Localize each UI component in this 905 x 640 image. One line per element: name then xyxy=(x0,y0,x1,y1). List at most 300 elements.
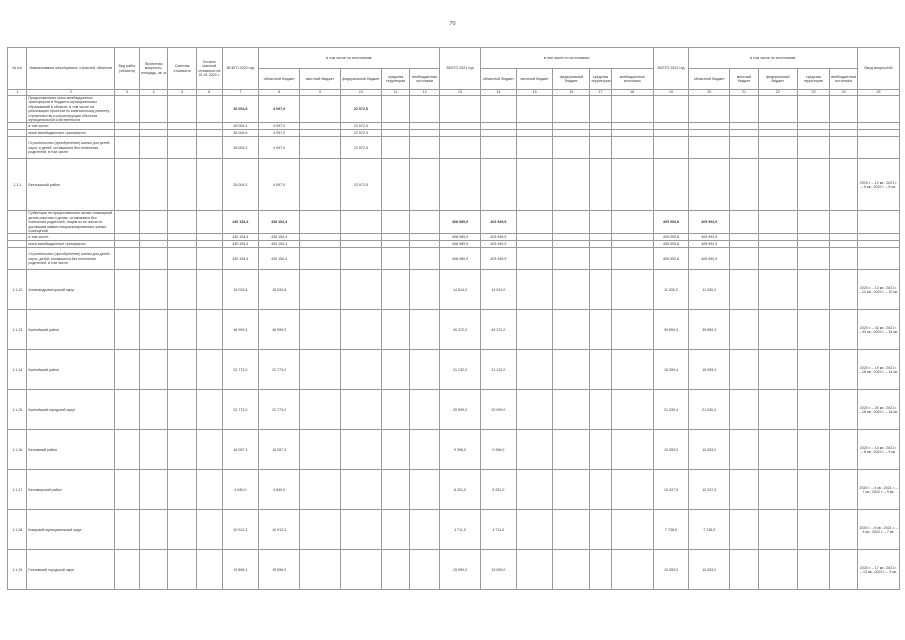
row-capacity xyxy=(139,96,168,123)
row-federal-2021 xyxy=(553,430,590,470)
row-capacity xyxy=(139,137,168,159)
row-territory-2022 xyxy=(797,270,830,310)
row-territory-2022 xyxy=(797,241,830,248)
row-total-2020: 430 154,4 xyxy=(222,248,259,270)
row-name: Бектышский район xyxy=(27,159,115,211)
header-type: Вид работ (объекта) xyxy=(115,48,140,90)
table-row xyxy=(8,96,900,123)
row-federal-2020: 22 972,5 xyxy=(340,137,381,159)
row-territory-2022 xyxy=(797,390,830,430)
row-balance xyxy=(196,96,222,123)
row-territory-2021 xyxy=(590,159,611,211)
row-local-2021 xyxy=(516,510,553,550)
row-estimate xyxy=(168,310,197,350)
row-extra-2020 xyxy=(410,550,440,590)
column-number: 18 xyxy=(611,90,653,96)
row-extra-2021 xyxy=(611,350,653,390)
row-local-2022 xyxy=(730,96,759,123)
row-extra-2020 xyxy=(410,390,440,430)
header-sub: местный бюджет xyxy=(300,69,341,90)
row-oblast-2021: 21 132,0 xyxy=(480,350,516,390)
row-local-2020 xyxy=(300,159,341,211)
row-number xyxy=(8,130,27,137)
row-total-2022: 405 993,8 xyxy=(653,248,689,270)
row-oblast-2020: 430 154,4 xyxy=(259,248,300,270)
row-federal-2022 xyxy=(758,550,797,590)
row-local-2022 xyxy=(730,310,759,350)
column-number: 17 xyxy=(590,90,611,96)
row-estimate xyxy=(168,430,197,470)
row-extra-2022 xyxy=(830,310,858,350)
row-extra-2021 xyxy=(611,310,653,350)
row-local-2021 xyxy=(516,248,553,270)
row-extra-2021 xyxy=(611,130,653,137)
row-capacity xyxy=(139,350,168,390)
row-federal-2022 xyxy=(758,470,797,510)
row-federal-2022 xyxy=(758,350,797,390)
row-type xyxy=(115,241,140,248)
row-total-2022 xyxy=(653,130,689,137)
row-result xyxy=(857,123,899,130)
row-oblast-2021: 403 949,9 xyxy=(480,241,516,248)
row-balance xyxy=(196,159,222,211)
row-federal-2020: 22 972,5 xyxy=(340,123,381,130)
row-result xyxy=(857,234,899,241)
row-territory-2021 xyxy=(590,248,611,270)
row-territory-2020 xyxy=(381,241,410,248)
row-total-2020: 10 912,3 xyxy=(222,510,259,550)
row-total-2021 xyxy=(440,123,481,130)
row-type xyxy=(115,137,140,159)
row-extra-2020 xyxy=(410,234,440,241)
row-balance xyxy=(196,248,222,270)
row-name: Строительство (приобретение) жилья для детей-сирот и детей, оставшихся без попечения родителей, в том числе: xyxy=(27,137,115,159)
table-row xyxy=(8,550,900,590)
row-territory-2021 xyxy=(590,470,611,510)
row-balance xyxy=(196,234,222,241)
row-oblast-2022: 10 053,0 xyxy=(689,550,730,590)
row-oblast-2021 xyxy=(480,123,516,130)
table-row xyxy=(8,390,900,430)
column-number: 15 xyxy=(516,90,553,96)
row-extra-2022 xyxy=(830,430,858,470)
row-name: Кимрский муниципальный округ xyxy=(27,510,115,550)
row-federal-2020 xyxy=(340,234,381,241)
row-total-2020: 19 896,3 xyxy=(222,550,259,590)
row-estimate xyxy=(168,96,197,123)
row-oblast-2021: 4 711,0 xyxy=(480,510,516,550)
table-row xyxy=(8,270,900,310)
row-oblast-2020: 4 840,0 xyxy=(259,470,300,510)
row-territory-2020 xyxy=(381,159,410,211)
row-extra-2022 xyxy=(830,137,858,159)
row-federal-2020 xyxy=(340,390,381,430)
row-oblast-2020: 22 773,0 xyxy=(259,350,300,390)
row-extra-2020 xyxy=(410,470,440,510)
table-row xyxy=(8,159,900,211)
row-total-2022 xyxy=(653,123,689,130)
row-capacity xyxy=(139,248,168,270)
row-territory-2022 xyxy=(797,123,830,130)
row-federal-2022 xyxy=(758,510,797,550)
row-balance xyxy=(196,430,222,470)
row-local-2020 xyxy=(300,241,341,248)
row-total-2020: 36 004,8 xyxy=(222,130,259,137)
row-territory-2020 xyxy=(381,470,410,510)
row-estimate xyxy=(168,470,197,510)
row-local-2021 xyxy=(516,470,553,510)
row-result: 2020 г. – 4 кв.; 2021 г. – 7 кв.; 2022 г. – 9 кв. xyxy=(857,470,899,510)
column-number: 19 xyxy=(653,90,689,96)
table-row xyxy=(8,248,900,270)
table-row xyxy=(8,350,900,390)
row-federal-2022 xyxy=(758,241,797,248)
row-territory-2020 xyxy=(381,430,410,470)
header-name: Наименование мероприятия, отраслей, объектов xyxy=(27,48,115,90)
row-territory-2022 xyxy=(797,130,830,137)
row-extra-2022 xyxy=(830,96,858,123)
row-federal-2022 xyxy=(758,310,797,350)
row-local-2022 xyxy=(730,248,759,270)
header-total-2020: ВСЕГО 2020 год xyxy=(222,48,259,90)
row-extra-2021 xyxy=(611,550,653,590)
column-number: 11 xyxy=(381,90,410,96)
row-balance xyxy=(196,310,222,350)
row-territory-2020 xyxy=(381,137,410,159)
row-result: 2020 г. – 20 кв.; 2021 г. – 18 кв.; 2022 г. – 18 кв. xyxy=(857,390,899,430)
row-local-2021 xyxy=(516,130,553,137)
header-group-2022: в том числе по источникам: xyxy=(689,48,858,69)
row-local-2022 xyxy=(730,241,759,248)
row-local-2021 xyxy=(516,390,553,430)
row-federal-2022 xyxy=(758,211,797,234)
header-sub: местный бюджет xyxy=(730,69,759,90)
row-federal-2020 xyxy=(340,211,381,234)
row-local-2021 xyxy=(516,159,553,211)
row-extra-2020 xyxy=(410,96,440,123)
row-oblast-2020: 430 154,4 xyxy=(259,211,300,234)
row-local-2021 xyxy=(516,241,553,248)
row-extra-2020 xyxy=(410,123,440,130)
row-capacity xyxy=(139,510,168,550)
column-number: 10 xyxy=(340,90,381,96)
row-total-2022: 16 059,4 xyxy=(653,350,689,390)
row-territory-2020 xyxy=(381,390,410,430)
row-territory-2021 xyxy=(590,137,611,159)
column-number: 20 xyxy=(689,90,730,96)
row-result xyxy=(857,241,899,248)
row-extra-2022 xyxy=(830,159,858,211)
header-sub: областной бюджет xyxy=(480,69,516,90)
row-federal-2022 xyxy=(758,123,797,130)
column-number: 25 xyxy=(857,90,899,96)
row-estimate xyxy=(168,123,197,130)
row-balance xyxy=(196,137,222,159)
row-oblast-2021: 20 999,0 xyxy=(480,390,516,430)
row-result: 2020 г. – 14 кв.; 2021 г. – 8 кв.; 2022 г. – 9 кв. xyxy=(857,430,899,470)
row-total-2022: 405 993,8 xyxy=(653,241,689,248)
row-local-2020 xyxy=(300,211,341,234)
row-total-2021: 408 989,9 xyxy=(440,211,481,234)
row-name: Субвенции на предоставление жилых помещений детям-сиротам и детям, оставшимся без попечения родителей, лицам из их числа по договорам найма специализированных жилых помещений xyxy=(27,211,115,234)
column-number: 12 xyxy=(410,90,440,96)
row-territory-2021 xyxy=(590,550,611,590)
row-territory-2020 xyxy=(381,211,410,234)
row-territory-2022 xyxy=(797,96,830,123)
header-sub: внебюджетные источники xyxy=(830,69,858,90)
row-federal-2020 xyxy=(340,510,381,550)
header-sub: средства территории xyxy=(797,69,830,90)
row-oblast-2022: 16 059,4 xyxy=(689,350,730,390)
row-oblast-2022: 405 992,9 xyxy=(689,234,730,241)
row-total-2020: 15 033,8 xyxy=(222,270,259,310)
column-number: 13 xyxy=(440,90,481,96)
row-estimate xyxy=(168,211,197,234)
row-local-2020 xyxy=(300,137,341,159)
row-total-2020: 28 004,3 xyxy=(222,123,259,130)
row-total-2020: 4 840,0 xyxy=(222,470,259,510)
row-oblast-2021: 14 514,0 xyxy=(480,270,516,310)
row-oblast-2022 xyxy=(689,130,730,137)
row-extra-2020 xyxy=(410,430,440,470)
row-oblast-2021: 49 372,0 xyxy=(480,310,516,350)
row-federal-2020 xyxy=(340,241,381,248)
row-type xyxy=(115,234,140,241)
table-row xyxy=(8,137,900,159)
row-total-2020: 28 004,3 xyxy=(222,137,259,159)
row-oblast-2022: 11 530,2 xyxy=(689,270,730,310)
row-territory-2020 xyxy=(381,130,410,137)
row-federal-2022 xyxy=(758,248,797,270)
row-total-2020: 430 154,4 xyxy=(222,234,259,241)
row-territory-2020 xyxy=(381,550,410,590)
row-type xyxy=(115,96,140,123)
row-extra-2021 xyxy=(611,123,653,130)
row-result xyxy=(857,248,899,270)
row-territory-2020 xyxy=(381,234,410,241)
row-federal-2020 xyxy=(340,350,381,390)
row-result: 2020 г. – 17 кв.; 2021 г. – 13 кв.; 2022 г. – 9 кв. xyxy=(857,550,899,590)
row-extra-2020 xyxy=(410,510,440,550)
table-row xyxy=(8,510,900,550)
row-local-2022 xyxy=(730,211,759,234)
header-balance: Остаток сметной стоимости на 01.01.2020 г. xyxy=(196,48,222,90)
row-number xyxy=(8,234,27,241)
row-type xyxy=(115,350,140,390)
row-oblast-2021: 8 251,0 xyxy=(480,470,516,510)
row-extra-2021 xyxy=(611,430,653,470)
row-local-2021 xyxy=(516,550,553,590)
row-total-2022: 405 993,8 xyxy=(653,211,689,234)
row-oblast-2022: 405 992,9 xyxy=(689,211,730,234)
header-sub: федеральный бюджет xyxy=(340,69,381,90)
column-number: 21 xyxy=(730,90,759,96)
column-number: 22 xyxy=(758,90,797,96)
row-local-2022 xyxy=(730,350,759,390)
header-sub: местный бюджет xyxy=(516,69,553,90)
row-capacity xyxy=(139,310,168,350)
row-type xyxy=(115,470,140,510)
row-territory-2021 xyxy=(590,510,611,550)
row-local-2022 xyxy=(730,137,759,159)
row-total-2020: 28 004,3 xyxy=(222,159,259,211)
row-total-2022: 405 993,8 xyxy=(653,234,689,241)
row-local-2020 xyxy=(300,248,341,270)
row-result: 2020 г. – 9 кв.; 2021 г. – 4 кв.; 2022 г. – 7 кв. xyxy=(857,510,899,550)
row-oblast-2020: 16 057,3 xyxy=(259,430,300,470)
row-extra-2022 xyxy=(830,248,858,270)
row-local-2021 xyxy=(516,96,553,123)
row-name: Александровогорский округ xyxy=(27,270,115,310)
row-oblast-2020: 19 896,3 xyxy=(259,550,300,590)
row-extra-2021 xyxy=(611,211,653,234)
row-federal-2021 xyxy=(553,310,590,350)
row-number: 1.1.15 xyxy=(8,390,27,430)
row-name: Глазовский городской округ xyxy=(27,550,115,590)
row-oblast-2021: 403 949,9 xyxy=(480,211,516,234)
row-total-2022 xyxy=(653,96,689,123)
header-result: Ввод мощностей xyxy=(857,48,899,90)
row-extra-2022 xyxy=(830,123,858,130)
row-extra-2021 xyxy=(611,234,653,241)
row-local-2020 xyxy=(300,470,341,510)
header-sub: федеральный бюджет xyxy=(553,69,590,90)
row-territory-2021 xyxy=(590,234,611,241)
row-federal-2021 xyxy=(553,123,590,130)
header-sub: федеральный бюджет xyxy=(758,69,797,90)
row-oblast-2022: 7 738,5 xyxy=(689,510,730,550)
row-extra-2020 xyxy=(410,248,440,270)
row-local-2021 xyxy=(516,310,553,350)
row-balance xyxy=(196,390,222,430)
row-capacity xyxy=(139,234,168,241)
row-local-2021 xyxy=(516,123,553,130)
row-extra-2022 xyxy=(830,470,858,510)
row-estimate xyxy=(168,390,197,430)
column-number: 2 xyxy=(27,90,115,96)
row-federal-2021 xyxy=(553,390,590,430)
row-name: Балтийский городской округ xyxy=(27,390,115,430)
row-federal-2022 xyxy=(758,137,797,159)
row-total-2021: 408 989,9 xyxy=(440,234,481,241)
page-number: 70 xyxy=(449,21,456,27)
row-local-2020 xyxy=(300,123,341,130)
row-extra-2021 xyxy=(611,510,653,550)
row-local-2022 xyxy=(730,130,759,137)
row-balance xyxy=(196,470,222,510)
row-balance xyxy=(196,350,222,390)
row-extra-2020 xyxy=(410,211,440,234)
row-result: 2020 г. – 42 кв.; 2021 г. – 43 кв.; 2022 г. – 34 кв. xyxy=(857,310,899,350)
budget-table xyxy=(7,47,900,590)
row-federal-2020 xyxy=(340,310,381,350)
header-row-1 xyxy=(8,48,900,69)
row-local-2022 xyxy=(730,270,759,310)
row-federal-2021 xyxy=(553,270,590,310)
row-type xyxy=(115,211,140,234)
row-result: 2020 г. – 19 кв.; 2021 г. – 18 кв.; 2022 г. – 14 кв. xyxy=(857,350,899,390)
row-total-2022: 11 530,2 xyxy=(653,270,689,310)
row-total-2022: 39 659,3 xyxy=(653,310,689,350)
row-name: Строительство (приобретение) жилья для детей-сирот, детей, оставшихся без попечения родителей, в том числе: xyxy=(27,248,115,270)
row-local-2022 xyxy=(730,430,759,470)
row-capacity xyxy=(139,130,168,137)
row-territory-2021 xyxy=(590,123,611,130)
row-total-2021: 15 059,0 xyxy=(440,550,481,590)
row-total-2021: 49 372,0 xyxy=(440,310,481,350)
row-extra-2022 xyxy=(830,270,858,310)
row-federal-2020: 22 972,5 xyxy=(340,96,381,123)
header-sub: областной бюджет xyxy=(259,69,300,90)
row-balance xyxy=(196,130,222,137)
row-estimate xyxy=(168,550,197,590)
row-oblast-2022: 21 030,4 xyxy=(689,390,730,430)
row-oblast-2021: 15 059,0 xyxy=(480,550,516,590)
row-number: 1.1.13 xyxy=(8,310,27,350)
row-extra-2021 xyxy=(611,137,653,159)
row-territory-2022 xyxy=(797,137,830,159)
row-territory-2022 xyxy=(797,550,830,590)
row-oblast-2020: 430 154,4 xyxy=(259,234,300,241)
header-total-2022: ВСЕГО 2022 год xyxy=(653,48,689,90)
row-federal-2021 xyxy=(553,234,590,241)
row-number: 1.1.18 xyxy=(8,510,27,550)
table-row xyxy=(8,470,900,510)
row-total-2021 xyxy=(440,159,481,211)
row-federal-2020 xyxy=(340,270,381,310)
row-local-2021 xyxy=(516,270,553,310)
header-sub: внебюджетные источники xyxy=(410,69,440,90)
header-capacity: Проектная мощность, площадь, кв. м xyxy=(139,48,168,90)
row-oblast-2022 xyxy=(689,159,730,211)
row-local-2020 xyxy=(300,130,341,137)
row-local-2021 xyxy=(516,137,553,159)
row-oblast-2020: 4 097,0 xyxy=(259,130,300,137)
row-extra-2022 xyxy=(830,241,858,248)
row-territory-2022 xyxy=(797,159,830,211)
row-number: 1.1.19 xyxy=(8,550,27,590)
row-local-2020 xyxy=(300,270,341,310)
row-total-2020: 16 057,3 xyxy=(222,430,259,470)
row-result xyxy=(857,211,899,234)
row-balance xyxy=(196,550,222,590)
row-oblast-2022: 10 053,0 xyxy=(689,430,730,470)
row-federal-2021 xyxy=(553,159,590,211)
row-number xyxy=(8,248,27,270)
row-oblast-2022: 39 659,3 xyxy=(689,310,730,350)
row-total-2021: 14 514,0 xyxy=(440,270,481,310)
row-oblast-2020: 4 097,0 xyxy=(259,159,300,211)
row-federal-2021 xyxy=(553,510,590,550)
header-num: № п/п xyxy=(8,48,27,90)
row-territory-2022 xyxy=(797,350,830,390)
row-local-2020 xyxy=(300,390,341,430)
row-oblast-2022 xyxy=(689,123,730,130)
row-extra-2020 xyxy=(410,137,440,159)
row-federal-2020 xyxy=(340,430,381,470)
row-federal-2021 xyxy=(553,350,590,390)
row-balance xyxy=(196,270,222,310)
row-federal-2022 xyxy=(758,234,797,241)
row-total-2021: 9 396,0 xyxy=(440,430,481,470)
row-local-2020 xyxy=(300,350,341,390)
row-extra-2021 xyxy=(611,241,653,248)
row-extra-2022 xyxy=(830,211,858,234)
row-oblast-2020: 22 773,0 xyxy=(259,390,300,430)
row-type xyxy=(115,310,140,350)
column-number: 5 xyxy=(168,90,197,96)
row-estimate xyxy=(168,270,197,310)
